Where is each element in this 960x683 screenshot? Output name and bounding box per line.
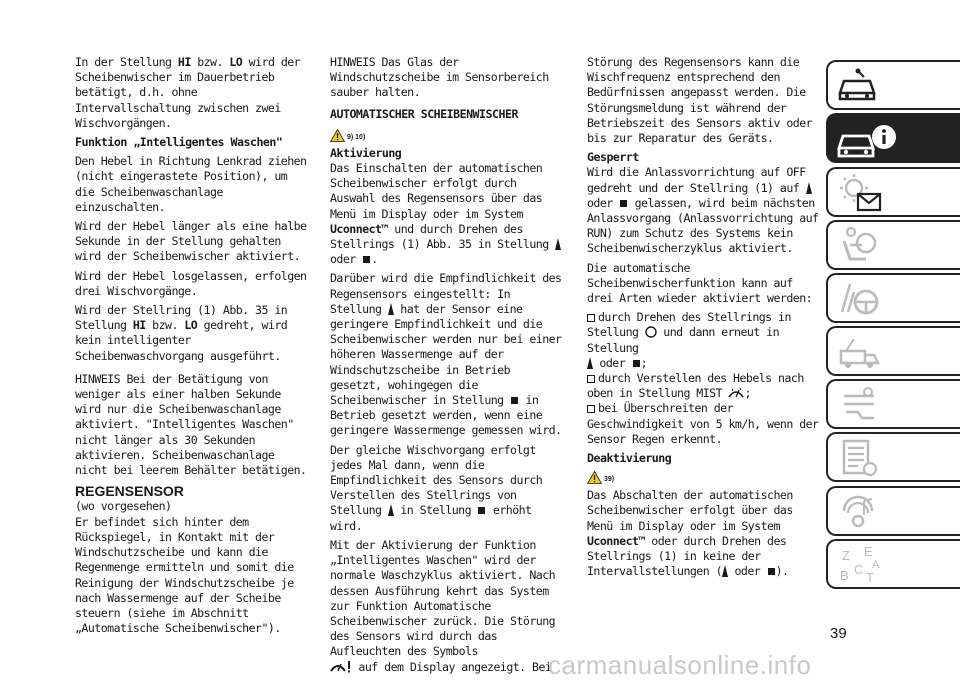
maintenance-service-icon (836, 384, 882, 428)
sensitivity-high-icon (363, 256, 370, 263)
sensitivity-low-icon (555, 238, 561, 250)
tab-technical-data[interactable] (826, 432, 960, 482)
list-item: durch Verstellen des Hebels nach oben in Stellung MIST ; (587, 371, 804, 401)
paragraph: Störung des Regensensors kann die Wischfrequenz entsprechend den Bedürfnissen angepasst werden. Die Störungsmeldung ist während der Betriebszeit des Sensors aktiv oder bis zur Reparatur des Geräts. (587, 55, 813, 146)
paragraph: Wird der Hebel losgelassen, erfolgen drei Wischvorgänge. (75, 268, 307, 298)
steering-wheel-tools-icon (836, 278, 882, 322)
tab-multimedia[interactable] (826, 486, 960, 536)
text-column-3 (587, 55, 819, 584)
rain-sensor-fault-icon (330, 661, 352, 673)
svg-text:B: B (840, 568, 849, 583)
sensitivity-high-icon (620, 200, 627, 207)
paragraph: Das Abschalten der automatischen Scheibenwischer erfolgt über das Menü im Display oder im System Uconnect™ oder durch Drehen des Stellrings (1) in keine der Intervallstellungen ( oder ). (587, 488, 793, 579)
tab-index[interactable] (826, 539, 960, 589)
bullet-icon (587, 405, 595, 413)
heading-rain-sensor: REGENSENSOR (75, 483, 184, 500)
warning-triangle-icon (587, 471, 602, 484)
mist-wiper-icon (728, 387, 744, 399)
heading-intelligent-wash: Funktion „Intelligentes Waschen" (75, 135, 283, 150)
paragraph: Das Einschalten der automatischen Scheibenwischer erfolgt durch Auswahl des Regensensors über das Menü im Display oder im System Uconnect™ und durch Drehen des Stellrings (1) Abb. 35 in Stellung oder . (330, 161, 562, 267)
sensitivity-high-icon (478, 507, 485, 514)
heading-auto-wiper: AUTOMATISCHER SCHEIBENWISCHER (330, 106, 518, 121)
car-info-icon (836, 118, 896, 162)
position-off-icon (645, 326, 657, 338)
warning-refs: 9) 10) (347, 133, 366, 141)
paragraph: Darüber wird die Empfindlichkeit des Regensensors eingestellt: In Stellung hat der Sensor eine geringere Empfindlichkeit und die Scheibenwischer werden nur bei einer höheren Wassermenge auf der Windschutzscheibe in Betrieb gesetzt, wohingegen die Scheibenwischer in Stellung in Betrieb gesetzt werden, wenn eine geringere Wassermenge gemessen wird. (330, 271, 562, 438)
heading-activation: Aktivierung (330, 145, 402, 160)
paragraph: Der gleiche Wischvorgang erfolgt jedes Mal dann, wenn die Empfindlichkeit des Sensors durch Verstellen des Stellrings von Stellung in Stellung erhöht wird. (330, 442, 543, 533)
svg-text:Z: Z (842, 548, 850, 563)
warning-reference (587, 468, 819, 484)
list-item: durch Drehen des Stellrings in Stellung und dann erneut in Stellung oder ; (587, 310, 791, 370)
warning-reference (330, 126, 562, 142)
heading-locked: Gesperrt (587, 150, 639, 165)
list-item: bei Überschreiten der Geschwindigkeit von 5 km/h, wenn der Sensor Regen erkennt. (587, 401, 819, 446)
bullet-icon (587, 314, 595, 322)
sensitivity-high-icon (511, 397, 518, 404)
page-number: 39 (830, 625, 847, 642)
tow-truck-icon (836, 331, 882, 375)
paragraph: Wird der Hebel länger als eine halbe Sekunde in der Stellung gehalten wird der Scheibenwischer aktiviert. (75, 219, 307, 264)
multimedia-icon (836, 491, 882, 535)
alphabet-index-icon (836, 544, 882, 588)
tab-car-info[interactable] (826, 113, 960, 163)
bullet-icon (587, 375, 595, 383)
watermark: carmanualsonline.info (548, 650, 812, 680)
svg-text:A: A (872, 559, 880, 571)
warning-triangle-icon (330, 129, 345, 142)
svg-text:T: T (866, 570, 874, 585)
car-dashboard-icon (836, 65, 880, 105)
text-column-1 (75, 55, 307, 640)
paragraph: Mit der Aktivierung der Funktion „Intelligentes Waschen" wird der normale Waschzyklus aktiviert. Nach dessen Ausführung kehrt das System zur Funktion Automatische Scheibenwischer zurück. Die Störung des Sensors wird durch das Aufleuchten des Symbols auf dem Display angezeigt. Bei (330, 537, 556, 674)
warning-refs: 39) (604, 476, 615, 484)
note-paragraph: HINWEIS Das Glas der Windschutzscheibe im Sensorbereich sauber halten. (330, 55, 549, 100)
tab-starting-driving[interactable] (826, 273, 960, 323)
heading-deactivation: Deaktivierung (587, 451, 672, 466)
paragraph: Wird die Anlassvorrichtung auf OFF gedreht und der Stellring (1) auf oder gelassen, wird beim nächsten Anlassvorgang (Anlassvorrichtung auf RUN) zum Schutz des Systems kein Scheibenwischerzyklus aktiviert. (587, 165, 819, 256)
tab-safety[interactable] (826, 220, 960, 270)
paragraph-hi-lo: In der Stellung HI bzw. LO wird der Scheibenwischer im Dauerbetrieb betätigt, d.h. ohne Intervallschaltung zwischen zwei Wischvorgängen. (75, 55, 301, 130)
sensitivity-high-icon (768, 568, 775, 575)
svg-text:E: E (864, 544, 873, 559)
note-paragraph: HINWEIS Bei der Betätigung von weniger als einer halben Sekunde wird nur die Scheibenwaschanlage aktiviert. "Intelligentes Waschen" nicht länger als 30 Sekunden aktivieren. Scheibenwaschanlage nicht bei leerem Behälter betätigen. (75, 371, 307, 478)
sensitivity-low-icon (806, 182, 812, 194)
tab-warning-lights[interactable] (826, 167, 960, 217)
paragraph: Den Hebel in Richtung Lenkrad ziehen (nicht eingerastete Position), um die Scheibenwaschanlage einzuschalten. (75, 154, 307, 214)
paragraph: Die automatische Scheibenwischerfunktion kann auf drei Arten wieder aktiviert werden: (587, 260, 813, 306)
svg-text:C: C (854, 562, 864, 577)
tab-emergency[interactable] (826, 326, 960, 376)
paragraph: (wo vorgesehen) (75, 499, 172, 514)
technical-data-icon (836, 437, 882, 481)
tab-maintenance[interactable] (826, 379, 960, 429)
text-column-2 (330, 55, 562, 679)
tab-car-dashboard[interactable] (826, 60, 960, 110)
warning-lights-message-icon (836, 172, 884, 216)
sensitivity-high-icon (633, 360, 640, 367)
paragraph: Wird der Stellring (1) Abb. 35 in Stellung HI bzw. LO gedreht, wird kein intelligenter Scheibenwaschvorgang ausgeführt. (75, 303, 288, 363)
airbag-seat-icon (836, 225, 882, 269)
paragraph: Er befindet sich hinter dem Rückspiegel, in Kontakt mit der Windschutzscheibe und kann die Regenmenge ermitteln und somit die Reinigung der Windschutzscheibe je nach Wassermenge auf der Scheibe steuern (siehe im Abschnitt „Automatische Scheibenwischer"). (75, 514, 294, 636)
